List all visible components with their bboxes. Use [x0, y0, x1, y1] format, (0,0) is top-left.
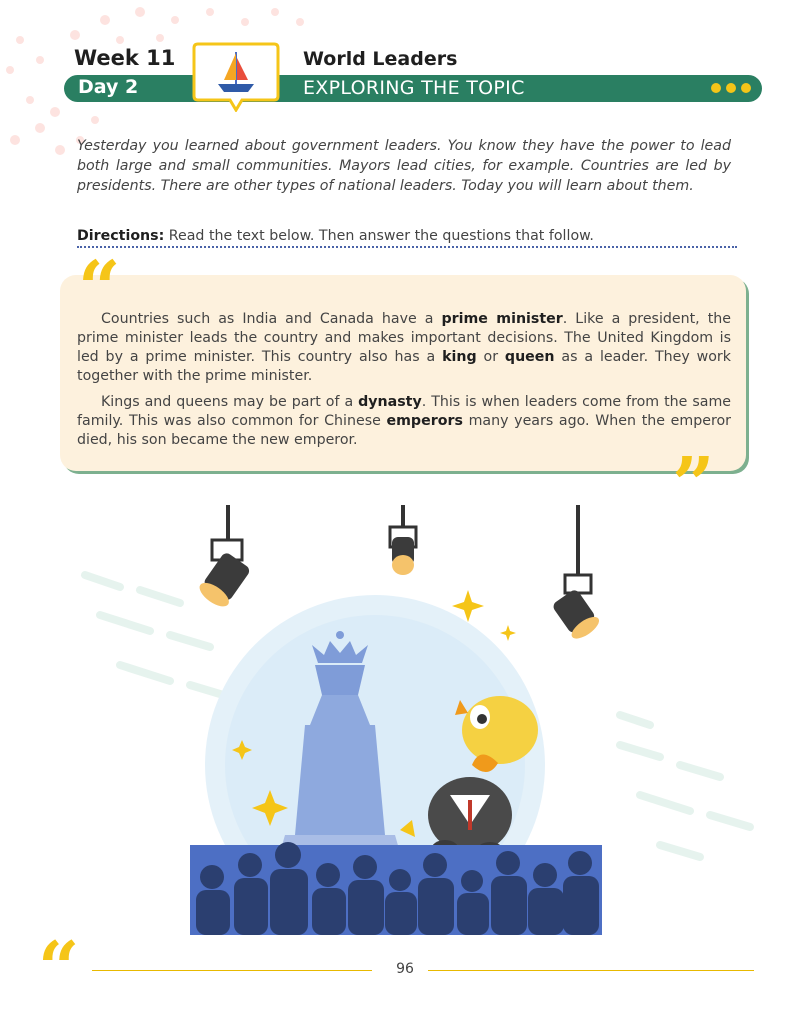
- spotlight-icon: [550, 505, 602, 643]
- open-quote-icon: “: [78, 246, 121, 332]
- term-queen: queen: [504, 349, 555, 365]
- directions: [77, 228, 594, 244]
- term-prime-minister: prime minister: [441, 311, 563, 327]
- day-label: Day 2: [78, 76, 139, 98]
- spotlight-icon: [196, 505, 253, 611]
- page-number: 96: [396, 961, 414, 977]
- intro-text: Yesterday you learned about government leaders. You know they have the power to lead both large and small communities. Mayors lead cities, for example. Countries are led by presidents. There are other types of national leaders. Today you will learn about them.: [77, 138, 731, 194]
- passage-paragraph-2: Kings and queens may be part of a dynasty. This is when leaders come from the same family. This was also common for Chinese emperors many years ago. When the emperor died, his son became the new emperor.: [77, 394, 731, 448]
- footer-quote-icon: “: [38, 925, 80, 1010]
- header-dots: [711, 83, 751, 93]
- passage-paragraph-1: Countries such as India and Canada have a prime minister. Like a president, the prime minister leads the country and makes important decisions. The United Kingdom is led by a prime minister. This country also has a king or queen as a leader. They work together with the prime minister.: [77, 311, 731, 384]
- passage-text: [77, 310, 731, 457]
- divider: [77, 246, 737, 248]
- footer-line-left: [92, 970, 372, 971]
- illustration: [60, 495, 780, 945]
- page-title: World Leaders: [303, 48, 458, 70]
- term-emperors: emperors: [386, 413, 463, 429]
- close-quote-icon: ”: [672, 442, 715, 528]
- directions-label: Directions:: [77, 228, 165, 244]
- section-subtitle: EXPLORING THE TOPIC: [303, 77, 525, 99]
- term-king: king: [442, 349, 477, 365]
- directions-text: Read the text below. Then answer the questions that follow.: [164, 228, 594, 244]
- spotlight-icon: [390, 505, 416, 575]
- audience-silhouettes: [190, 842, 602, 935]
- term-dynasty: dynasty: [358, 394, 422, 410]
- sailboat-icon: [190, 40, 282, 112]
- week-label: Week 11: [74, 46, 176, 70]
- footer-line-right: [428, 970, 754, 971]
